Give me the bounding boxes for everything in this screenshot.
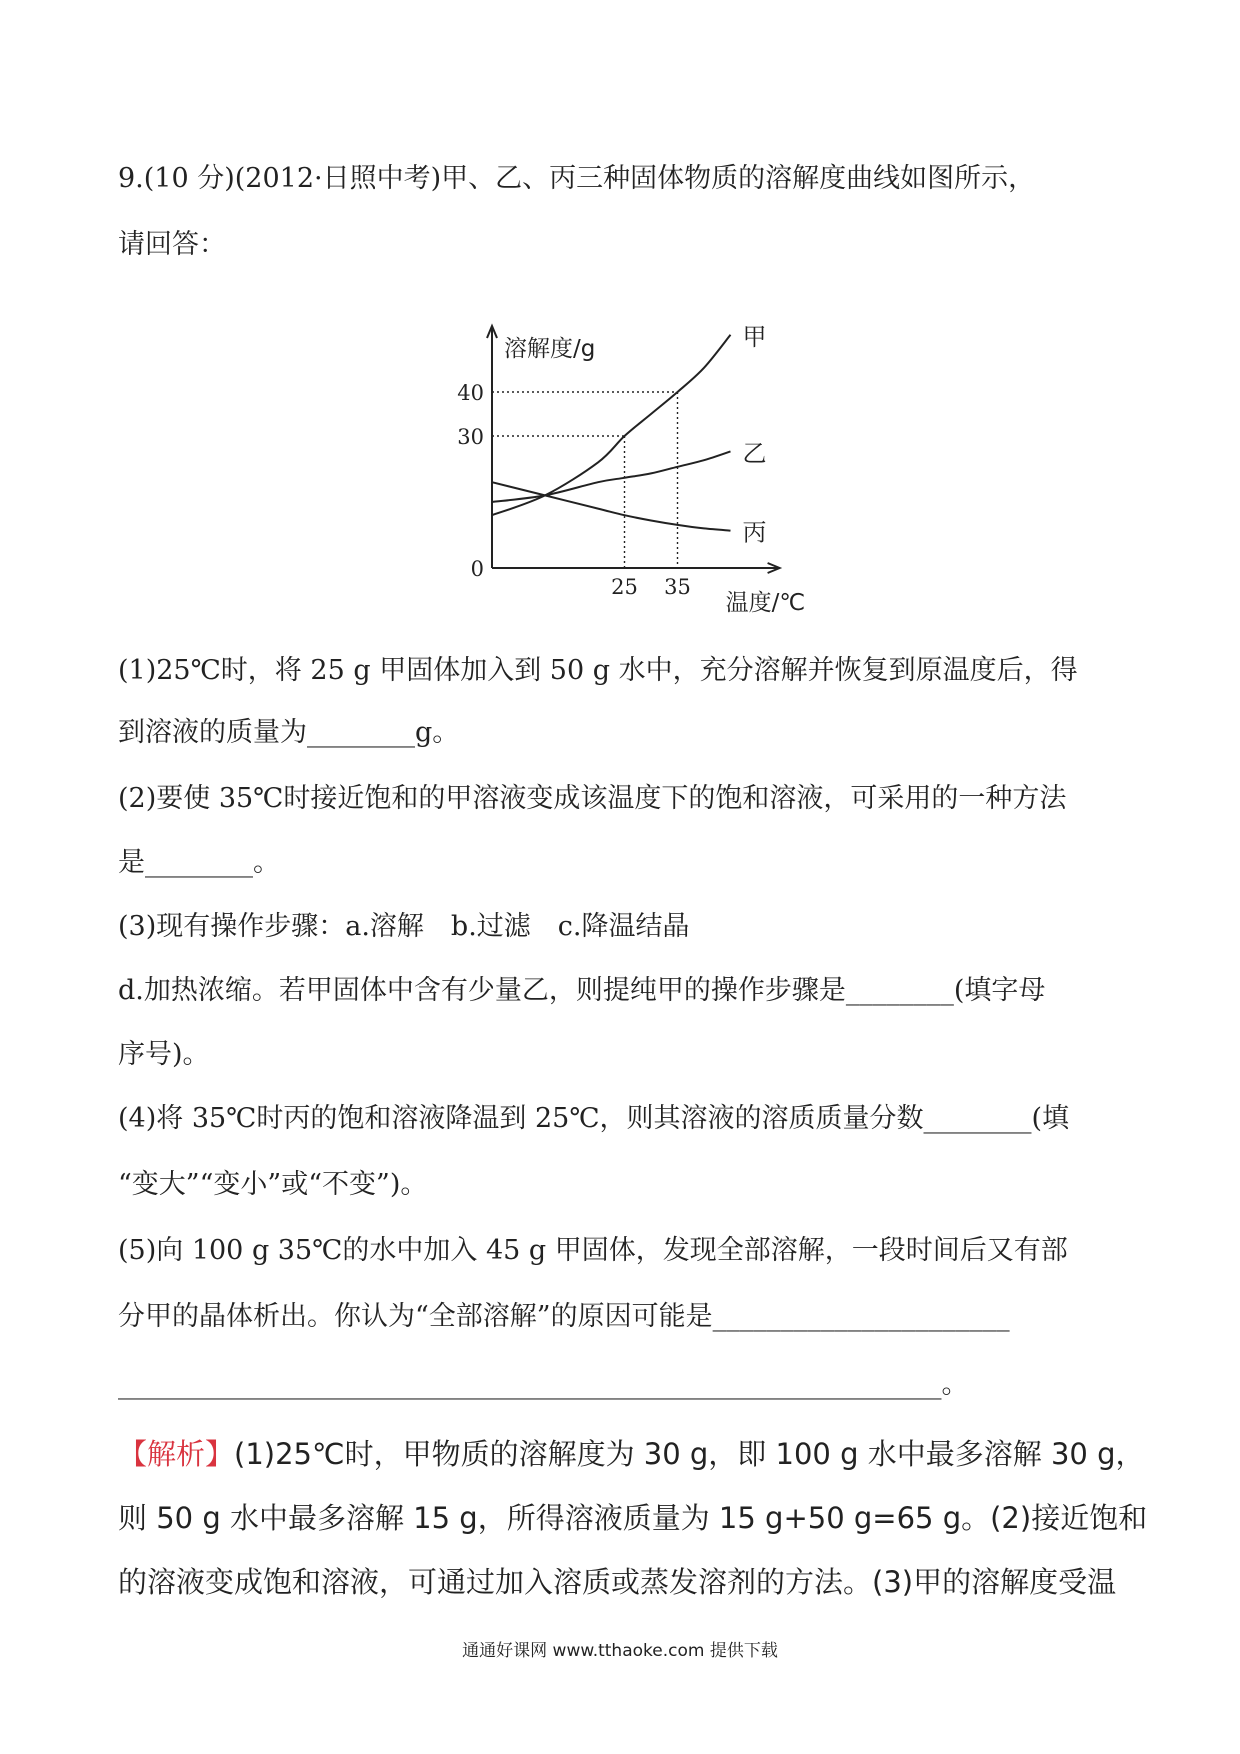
analysis-line-1 (118, 1434, 1144, 1474)
series-label-0: 甲 (742, 322, 767, 351)
curve-1 (492, 451, 731, 502)
q5-line-b: 分甲的晶体析出。你认为“全部溶解”的原因可能是______________________ (118, 1301, 1010, 1332)
series-label-1: 乙 (742, 439, 767, 468)
axes (487, 326, 780, 573)
curves (492, 335, 731, 531)
q3-line-a: (3)现有操作步骤：a.溶解 b.过滤 c.降温结晶 (118, 911, 690, 942)
question-line-1: 9.(10 分)(2012·日照中考)甲、乙、丙三种固体物质的溶解度曲线如图所示， (118, 163, 1036, 194)
q3-line-c: 序号)。 (118, 1039, 210, 1070)
guide-lines (492, 392, 678, 568)
x-tick-label-0: 25 (611, 575, 638, 599)
curve-2 (492, 482, 731, 530)
q5-line-c: _____________________________________________________________。 (118, 1369, 969, 1400)
y-tick-label-1: 40 (457, 381, 484, 405)
q2-line-a: (2)要使 35℃时接近饱和的甲溶液变成该温度下的饱和溶液，可采用的一种方法 (118, 783, 1067, 814)
series-label-2: 丙 (742, 518, 767, 547)
analysis-line-2: 则 50 g 水中最多溶解 15 g，所得溶液质量为 15 g+50 g=65 g。(2)接近饱和 (118, 1501, 1148, 1535)
q5-line-a: (5)向 100 g 35℃的水中加入 45 g 甲固体，发现全部溶解，一段时间后又有部 (118, 1235, 1068, 1266)
origin-label: 0 (470, 557, 484, 581)
q1-line-b: 到溶液的质量为________g。 (118, 717, 460, 748)
q4-line-b: “变大”“变小”或“不变”)。 (118, 1169, 428, 1200)
q4-line-a: (4)将 35℃时丙的饱和溶液降温到 25℃，则其溶液的溶质质量分数________(填 (118, 1103, 1070, 1134)
q1-line-a: (1)25℃时，将 25 g 甲固体加入到 50 g 水中，充分溶解并恢复到原温度后，得 (118, 655, 1078, 686)
x-axis-label: 温度/℃ (725, 590, 806, 616)
q2-line-b: 是________。 (118, 847, 280, 878)
y-tick-label-0: 30 (457, 425, 484, 449)
analysis-line-3: 的溶液变成饱和溶液，可通过加入溶质或蒸发溶剂的方法。(3)甲的溶解度受温 (118, 1565, 1117, 1599)
solubility-chart (440, 300, 810, 620)
analysis-line-1-text: (1)25℃时，甲物质的溶解度为 30 g，即 100 g 水中最多溶解 30 g， (234, 1437, 1145, 1471)
analysis-tag: 【解析】 (118, 1437, 235, 1471)
question-line-2: 请回答： (118, 229, 226, 260)
x-tick-label-1: 35 (664, 575, 691, 599)
footer-text: 通通好课网 www.tthaoke.com 提供下载 (462, 1641, 778, 1661)
q3-line-b: d.加热浓缩。若甲固体中含有少量乙，则提纯甲的操作步骤是________(填字母 (118, 975, 1046, 1006)
y-axis-label: 溶解度/g (504, 336, 596, 362)
chart-labels (457, 323, 805, 616)
